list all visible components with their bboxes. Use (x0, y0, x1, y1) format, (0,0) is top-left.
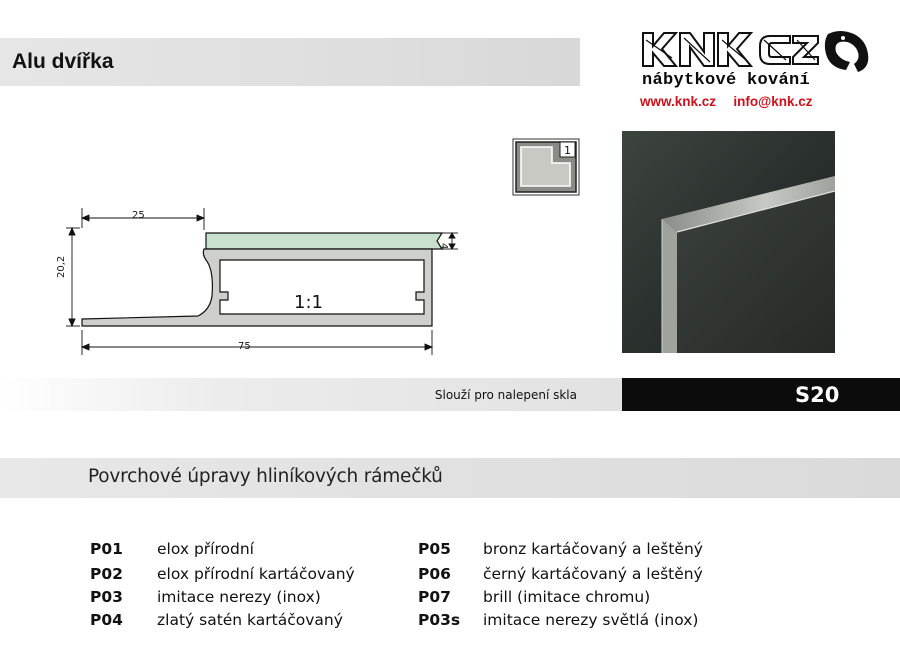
product-caption: Slouží pro nalepení skla (434, 388, 577, 402)
email-link[interactable]: info@knk.cz (733, 94, 813, 109)
finish-name: imitace nerezy světlá (inox) (483, 611, 699, 629)
logo-contacts (640, 94, 813, 109)
dimension-height: 20,2 (56, 255, 67, 278)
finish-name: imitace nerezy (inox) (157, 588, 321, 606)
product-photo (622, 131, 835, 353)
company-logo (640, 28, 875, 123)
finish-code: P05 (418, 540, 451, 558)
aluminium-profile (82, 249, 432, 326)
dimension-total-width: 75 (238, 341, 251, 352)
finish-code: P01 (90, 540, 123, 558)
finish-code: P07 (418, 588, 451, 606)
finish-code: P02 (90, 565, 123, 583)
profile-variant-thumbnail (512, 138, 580, 196)
drawing-scale: 1:1 (294, 292, 323, 313)
knk-logo-mark (640, 28, 875, 72)
dimension-top-width: 25 (132, 210, 145, 221)
finishes-title: Povrchové úpravy hliníkových rámečků (88, 466, 443, 487)
finish-code: P03s (418, 611, 461, 629)
finish-name: zlatý satén kartáčovaný (157, 611, 343, 629)
page-title: Alu dvířka (12, 50, 114, 73)
dimension-glass-thickness: 4 (438, 243, 449, 250)
variant-number: 1 (564, 144, 571, 157)
product-code: S20 (795, 383, 840, 407)
website-link[interactable]: www.knk.cz (640, 94, 717, 109)
finish-code: P03 (90, 588, 123, 606)
finish-name: černý kartáčovaný a leštěný (483, 565, 703, 583)
finish-code: P06 (418, 565, 451, 583)
finish-code: P04 (90, 611, 123, 629)
profile-technical-drawing (60, 200, 480, 365)
finish-name: elox přírodní kartáčovaný (157, 565, 355, 583)
logo-tagline: nábytkové kování (642, 71, 811, 90)
finish-name: elox přírodní (157, 540, 254, 558)
finish-name: brill (imitace chromu) (483, 588, 651, 606)
product-code-band (622, 378, 900, 411)
glass-strip (206, 233, 442, 249)
dragon-icon (825, 31, 868, 72)
finish-name: bronz kartáčovaný a leštěný (483, 540, 703, 558)
